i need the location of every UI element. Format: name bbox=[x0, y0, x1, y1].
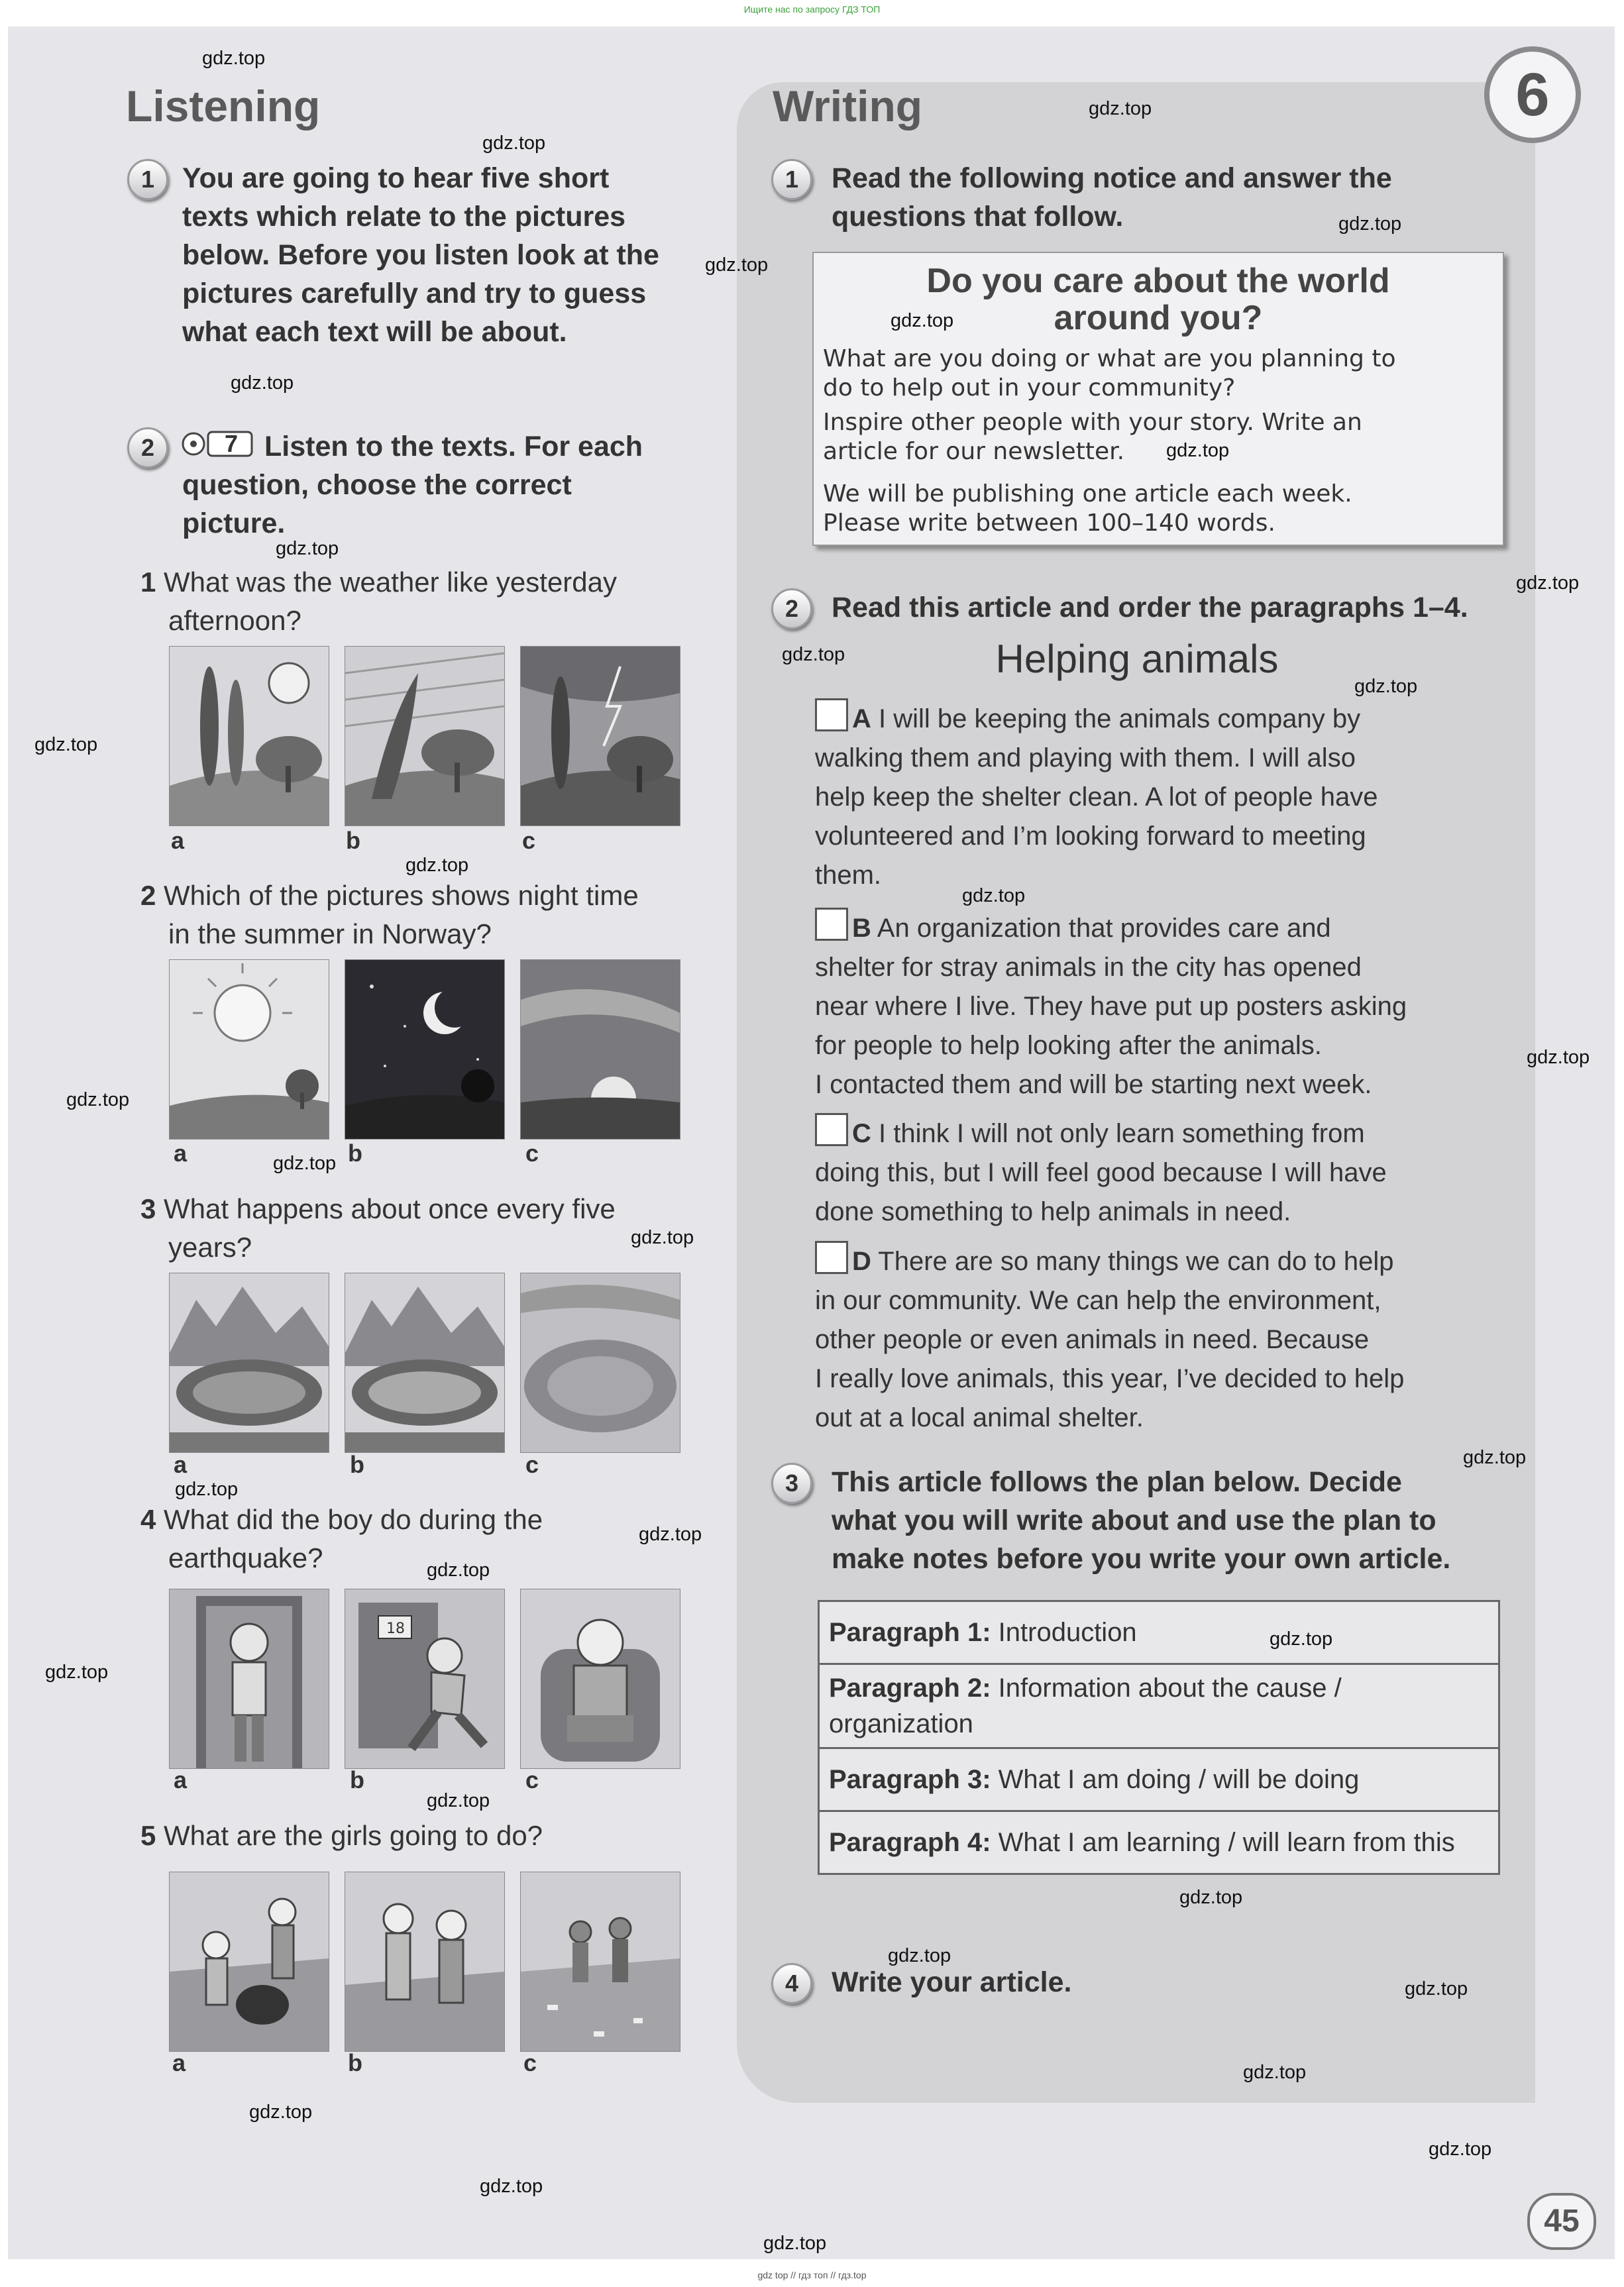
watermark: gdz.top bbox=[231, 372, 294, 394]
paragraph-c: C I think I will not only learn something from doing this, but I will feel good because I will have done something to help animals in need. bbox=[815, 1113, 1517, 1232]
watermark: gdz.top bbox=[276, 538, 339, 559]
notice-paragraph-1: What are you doing or what are you planning to do to help out in your community? bbox=[823, 345, 1396, 401]
q2-label-b: b bbox=[348, 1140, 362, 1167]
notice-paragraph-2: Inspire other people with your story. Write an article for our newsletter. bbox=[823, 409, 1362, 465]
q5-label-a: a bbox=[172, 2049, 186, 2076]
watermark: gdz.top bbox=[202, 48, 266, 69]
q2-option-b-picture[interactable] bbox=[345, 959, 505, 1140]
paragraph-b-order-box[interactable] bbox=[815, 908, 848, 941]
q4-label-c: c bbox=[525, 1766, 539, 1793]
notice-paragraph-3: We will be publishing one article each week. Please write between 100–140 words. bbox=[823, 480, 1352, 537]
unit-badge: 6 bbox=[1484, 46, 1581, 143]
question-2: 2 Which of the pictures shows night time in the summer in Norway? bbox=[140, 880, 639, 949]
watermark: gdz.top bbox=[34, 734, 98, 755]
watermark: gdz.top bbox=[427, 1790, 490, 1811]
watermark: gdz.top bbox=[175, 1479, 239, 1500]
q2-option-c-picture[interactable] bbox=[520, 959, 680, 1140]
writing-task-4-text: Write your article. bbox=[832, 1966, 1072, 1998]
watermark: gdz.top bbox=[1527, 1047, 1590, 1068]
watermark: gdz.top bbox=[1338, 213, 1402, 235]
writing-plan-table bbox=[818, 1600, 1500, 1875]
watermark: gdz.top bbox=[249, 2101, 313, 2123]
plan-row: Paragraph 4: What I am learning / will learn from this bbox=[819, 1811, 1499, 1874]
q4-option-b-picture[interactable] bbox=[345, 1589, 505, 1769]
watermark: gdz.top bbox=[1463, 1447, 1527, 1468]
watermark: gdz.top bbox=[639, 1524, 702, 1545]
page-number: 45 bbox=[1527, 2193, 1596, 2250]
watermark: gdz.top bbox=[427, 1560, 490, 1581]
top-search-note: Ищите нас по запросу ГДЗ ТОП bbox=[743, 4, 881, 15]
watermark: gdz.top bbox=[406, 855, 469, 876]
q3-label-c: c bbox=[525, 1451, 539, 1478]
q4-label-a: a bbox=[174, 1766, 188, 1793]
watermark: gdz.top bbox=[480, 2176, 543, 2197]
watermark: gdz.top bbox=[45, 1662, 109, 1683]
q3-option-b-picture[interactable] bbox=[345, 1273, 505, 1453]
q5-option-a-picture[interactable] bbox=[169, 1872, 329, 2052]
q3-label-a: a bbox=[174, 1451, 188, 1478]
watermark: gdz.top bbox=[1405, 1978, 1468, 1999]
paragraph-d-order-box[interactable] bbox=[815, 1241, 848, 1274]
listening-title: Listening bbox=[126, 81, 321, 131]
watermark: gdz.top bbox=[1166, 440, 1230, 461]
notice-box bbox=[812, 252, 1504, 546]
paragraph-d: D There are so many things we can do to help in our community. We can help the environment, other people or even animals in need. Because I really love animals, this year, I’ve decided to help out at a local animal shelter. bbox=[815, 1241, 1517, 1438]
q2-label-a: a bbox=[174, 1140, 188, 1167]
paragraph-a: A I will be keeping the animals company by walking them and playing with them. I will also help keep the shelter clean. A lot of people have volunteered and I’m looking forward to meeting them. bbox=[815, 698, 1517, 895]
watermark: gdz.top bbox=[1429, 2139, 1492, 2160]
watermark: gdz.top bbox=[891, 310, 954, 331]
watermark: gdz.top bbox=[1243, 2062, 1307, 2083]
plan-row: Paragraph 2: Information about the cause / organization bbox=[819, 1664, 1499, 1748]
watermark: gdz.top bbox=[1089, 98, 1152, 119]
q1-option-b-picture[interactable] bbox=[345, 646, 505, 826]
task-2-number: 2 bbox=[127, 427, 168, 468]
q1-label-c: c bbox=[522, 827, 536, 854]
plan-row: Paragraph 3: What I am doing / will be doing bbox=[819, 1748, 1499, 1811]
q4-label-b: b bbox=[350, 1766, 364, 1793]
bottom-note: gdz top // гдз топ // гдз.top bbox=[757, 2270, 867, 2280]
watermark: gdz.top bbox=[888, 1945, 951, 1966]
writing-task-2-text: Read this article and order the paragraphs 1–4. bbox=[832, 592, 1468, 623]
q5-label-b: b bbox=[348, 2049, 362, 2076]
writing-task-1-text: Read the following notice and answer the questions that follow. bbox=[832, 162, 1392, 233]
paragraph-a-order-box[interactable] bbox=[815, 698, 848, 731]
plan-row: Paragraph 1: Introduction bbox=[819, 1601, 1499, 1664]
watermark: gdz.top bbox=[1270, 1628, 1333, 1650]
paragraph-c-order-box[interactable] bbox=[815, 1113, 848, 1146]
watermark: gdz.top bbox=[631, 1227, 694, 1248]
q2-label-c: c bbox=[525, 1140, 539, 1167]
q3-option-c-picture[interactable] bbox=[520, 1273, 680, 1453]
listening-task-1-text: You are going to hear five short texts which relate to the pictures below. Before you listen look at the pictures carefully and try to guess what each text will be about. bbox=[182, 162, 659, 348]
q1-label-b: b bbox=[346, 827, 360, 854]
watermark: gdz.top bbox=[763, 2233, 827, 2254]
q5-label-c: c bbox=[523, 2049, 537, 2076]
svg-text:18: 18 bbox=[386, 1621, 405, 1637]
watermark: gdz.top bbox=[273, 1153, 337, 1174]
watermark: gdz.top bbox=[962, 885, 1026, 906]
writing-task-3-text: This article follows the plan below. Decide what you will write about and use the plan to make notes before you write your own article. bbox=[832, 1466, 1451, 1575]
q2-option-a-picture[interactable] bbox=[169, 959, 329, 1140]
question-3: 3 What happens about once every five years? bbox=[140, 1193, 616, 1263]
q1-option-c-picture[interactable] bbox=[520, 646, 680, 826]
writing-task-2-number: 2 bbox=[771, 588, 812, 629]
watermark: gdz.top bbox=[1516, 572, 1580, 594]
writing-title: Writing bbox=[773, 81, 923, 131]
question-1: 1 What was the weather like yesterday afternoon? bbox=[140, 566, 618, 636]
q1-label-a: a bbox=[171, 827, 185, 854]
writing-task-3-number: 3 bbox=[771, 1463, 812, 1504]
task-1-number: 1 bbox=[127, 159, 168, 200]
writing-task-1-number: 1 bbox=[771, 159, 812, 200]
notice-title: Do you care about the world around you? bbox=[926, 262, 1390, 337]
q3-option-a-picture[interactable] bbox=[169, 1273, 329, 1453]
watermark: gdz.top bbox=[1179, 1887, 1243, 1908]
q4-option-c-picture[interactable] bbox=[520, 1589, 680, 1769]
question-4: 4 What did the boy do during the earthquake? bbox=[140, 1504, 543, 1573]
q3-label-b: b bbox=[350, 1451, 364, 1478]
paragraph-b: B An organization that provides care and shelter for stray animals in the city has opened near where I live. They have put up posters asking for people to help looking after the animals. I contacted them and will be starting next week. bbox=[815, 908, 1517, 1104]
q5-option-b-picture[interactable] bbox=[345, 1872, 505, 2052]
article-title: Helping animals bbox=[995, 637, 1279, 681]
watermark: gdz.top bbox=[482, 133, 546, 154]
q5-option-c-picture[interactable] bbox=[520, 1872, 680, 2052]
q4-option-a-picture[interactable] bbox=[169, 1589, 329, 1769]
watermark: gdz.top bbox=[66, 1089, 130, 1110]
listening-task-2-text: Listen to the texts. For each question, choose the correct picture. bbox=[182, 431, 643, 539]
audio-track-number: 7 bbox=[224, 430, 239, 457]
question-5: 5 What are the girls going to do? bbox=[140, 1820, 543, 1851]
watermark: gdz.top bbox=[1354, 676, 1418, 697]
writing-task-4-number: 4 bbox=[771, 1963, 812, 2004]
watermark: gdz.top bbox=[782, 644, 845, 665]
q1-option-a-picture[interactable] bbox=[169, 646, 329, 826]
watermark: gdz.top bbox=[705, 254, 769, 276]
